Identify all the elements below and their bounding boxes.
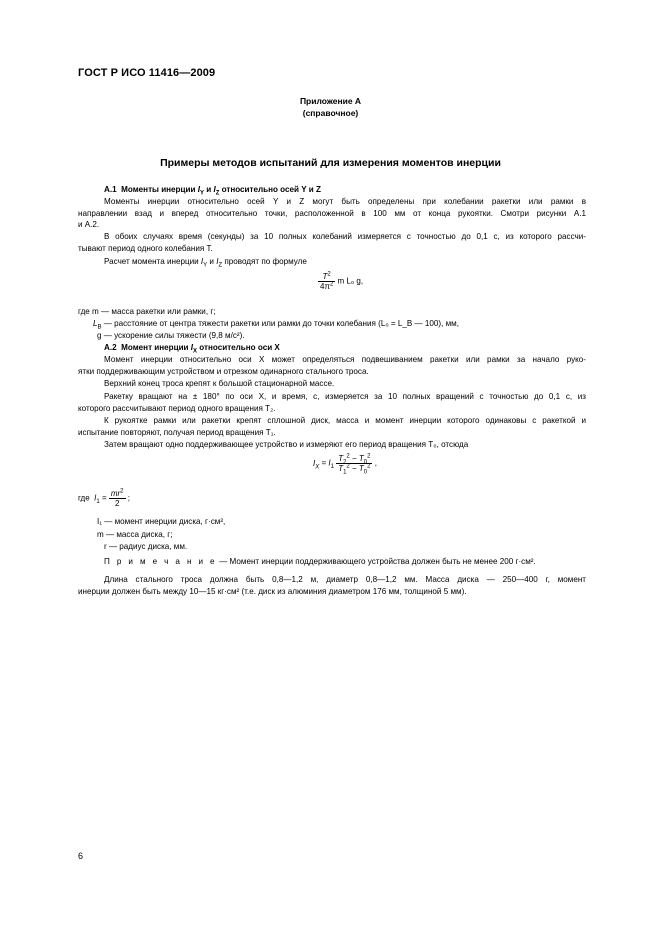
a2-p2: Верхний конец троса крепят к большой стационарной массе. bbox=[104, 379, 335, 388]
heading-and: и bbox=[206, 185, 212, 194]
where-m-disk: m — масса диска, г; bbox=[97, 530, 173, 539]
where-i1: I₁ — момент инерции диска, г·см², bbox=[97, 517, 226, 526]
main-title: Примеры методов испытаний для измерения моментов инерции bbox=[160, 157, 501, 169]
document-id: ГОСТ Р ИСО 11416—2009 bbox=[78, 67, 216, 79]
a2-p3-line1: Ракетку вращают на ± 180° по оси X, и время, с, измеряется за 10 полных вращений с точностью до 0,1 с, из bbox=[104, 392, 586, 401]
heading-text-post: относительно осей bbox=[221, 185, 299, 194]
a1-p1-line3: и А.2. bbox=[78, 220, 100, 229]
formula-i1: где $I_1$ = $\frac{mr^2}{2}$ ; bbox=[78, 488, 130, 508]
a2-p3-line2: которого рассчитывают период одного вращения T₂. bbox=[78, 404, 276, 413]
p3-post: проводят по формуле bbox=[224, 257, 307, 266]
a1-p1-line2: направлении взад и вперед относительно точки, расположенной в 100 мм от конца рукоятки. Смотри рисунки А.1 bbox=[78, 209, 586, 218]
a2-p4-line2: испытание повторяют, получая период вращения T₁. bbox=[78, 428, 276, 437]
p3-and: и bbox=[209, 257, 214, 266]
section-a1-heading: А.1 Моменты инерции $I_Y$ и $I_Z$ относительно осей Y и Z bbox=[104, 185, 321, 197]
a1-p2-line2: тывают период одного колебания T. bbox=[78, 244, 213, 253]
heading-axes: Y и Z bbox=[301, 185, 321, 194]
note-text: — Момент инерции поддерживающего устройства должен быть не менее 200 г·см². bbox=[219, 557, 536, 566]
heading-number: А.1 bbox=[104, 185, 117, 194]
a1-p3: Расчет момента инерции $I_Y$ и $I_Z$ проводят по формуле bbox=[104, 257, 307, 269]
heading-number: А.2 bbox=[104, 343, 117, 352]
a1-p1-line1: Моменты инерции относительно осей Y и Z могут быть определены при колебании ракетки или рамки в bbox=[104, 197, 586, 206]
heading-text-post: относительно оси X bbox=[199, 343, 280, 352]
formula-ix: $I_X = I_1$ $\frac{T_2^2 - T_0^2}{T_1^2 - T_0^2}$ , bbox=[313, 453, 377, 476]
where-lb: $L_B$ — расстояние от центра тяжести ракетки или рамки до точки колебания (L₀ = L_B — 100), мм, bbox=[93, 319, 459, 331]
section-a2-heading: А.2 Момент инерции $I_X$ относительно оси X bbox=[104, 343, 280, 355]
where-g: g — ускорение силы тяжести (9,8 м/с²). bbox=[97, 331, 245, 340]
formula-ix-fraction: $\frac{T_2^2 - T_0^2}{T_1^2 - T_0^2}$ bbox=[338, 453, 371, 476]
a2-p6-line2: инерции должен быть между 10—15 кг·см² (т.е. диск из алюминия диаметром 176 мм, толщиной 5 мм). bbox=[78, 587, 467, 596]
formula-fraction: $\frac{T^2}{4\pi^2}$ bbox=[320, 271, 334, 291]
a2-p4-line1: К рукоятке рамки или ракетки крепят сплошной диск, масса и момент инерции которого одинаковы с ракеткой и bbox=[104, 416, 586, 425]
page-number: 6 bbox=[78, 851, 84, 861]
formula-i1-fraction: $\frac{mr^2}{2}$ bbox=[110, 488, 124, 508]
heading-text: Момент инерции bbox=[121, 343, 189, 352]
a2-p6-line1: Длина стального троса должна быть 0,8—1,2 м, диаметр 0,8—1,2 мм. Масса диска — 250—400 г, момент bbox=[104, 575, 586, 584]
where-lb-text: — расстояние от центра тяжести ракетки или рамки до точки колебания (L₀ = L_B — 100), мм, bbox=[103, 319, 459, 328]
a1-p2-line1: В обоих случаях время (секунды) за 10 полных колебаний измеряется с точностью до 0,1 с, из которого рассчи- bbox=[104, 232, 586, 241]
note bbox=[104, 556, 536, 567]
a2-p1-line1: Момент инерции относительно оси X может определяться подвешиванием ракетки или рамки за начало руко- bbox=[104, 355, 586, 364]
note-label: П р и м е ч а н и е bbox=[104, 557, 217, 566]
appendix-title: Приложение А bbox=[299, 96, 362, 106]
appendix-subtitle: (справочное) bbox=[302, 108, 359, 118]
p3-pre: Расчет момента инерции bbox=[104, 257, 199, 266]
where-r: r — радиус диска, мм. bbox=[104, 542, 188, 551]
a2-p1-line2: ятки поддерживающим устройством и отрезком одинарного стального троса. bbox=[78, 367, 369, 376]
where-label: где bbox=[78, 493, 90, 503]
where-m: где m — масса ракетки или рамки, г; bbox=[78, 307, 216, 316]
formula-iy-iz bbox=[318, 272, 363, 291]
formula-tail: m L₀ g, bbox=[337, 276, 364, 286]
heading-text: Моменты инерции bbox=[121, 185, 196, 194]
a2-p5: Затем вращают одно поддерживающее устройство и измеряют его период вращения T₀, отсюда bbox=[104, 440, 469, 449]
